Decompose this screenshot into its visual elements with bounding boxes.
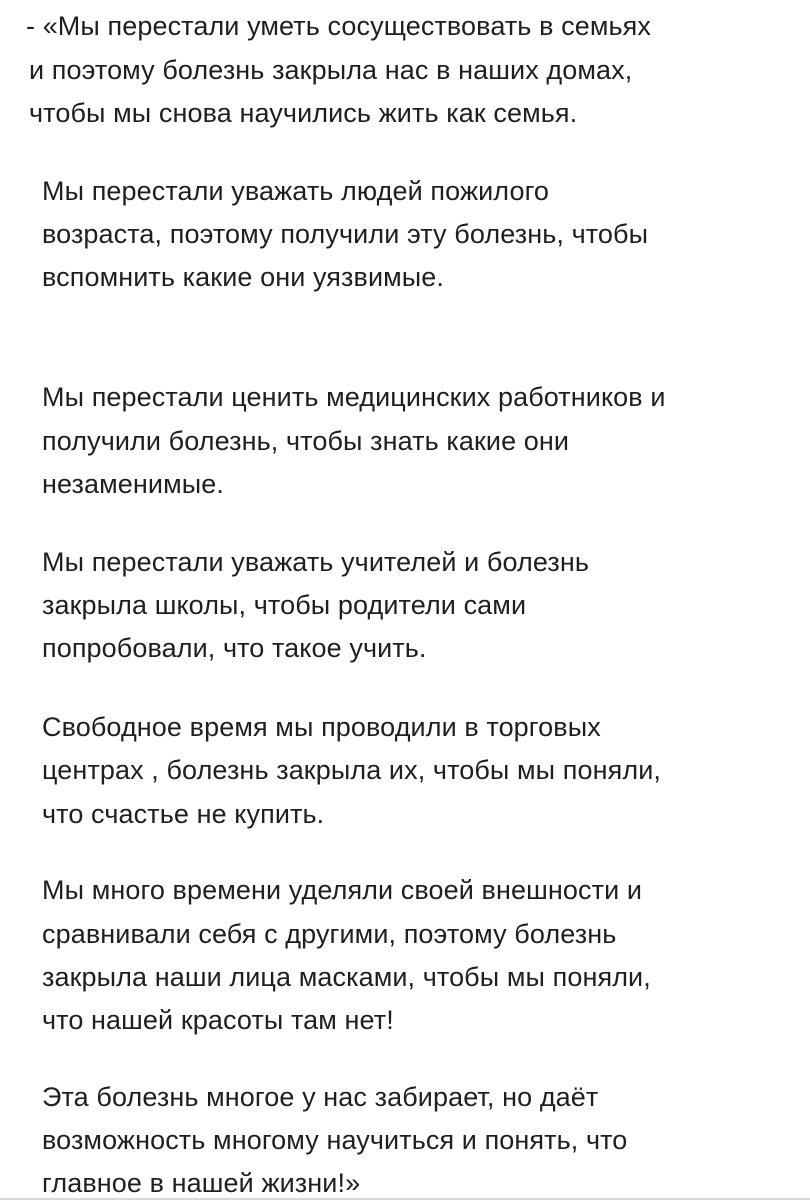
- paragraph-4-line-1: Мы перестали уважать учителей и болезнь: [42, 547, 590, 577]
- paragraph-1-line-3: чтобы мы снова научились жить как семья.: [29, 98, 578, 128]
- paragraph-7-line-1: Эта болезнь многое у нас забирает, но даёт: [42, 1082, 599, 1112]
- paragraph-2-line-1: Мы перестали уважать людей пожилого: [42, 176, 550, 206]
- paragraph-5-line-3: что счастье не купить.: [42, 799, 325, 829]
- paragraph-5-line-2: центрах , болезнь закрыла их, чтобы мы поняли,: [42, 755, 661, 785]
- paragraph-7-line-2: возможность многому научиться и понять, что: [42, 1125, 628, 1155]
- paragraph-5-line-1: Свободное время мы проводили в торговых: [42, 712, 601, 742]
- paragraph-6-line-3: закрыла наши лица масками, чтобы мы поняли,: [42, 962, 651, 992]
- paragraph-3-line-2: получили болезнь, чтобы знать какие они: [42, 426, 570, 456]
- paragraph-1-line-2: и поэтому болезнь закрыла нас в наших домах,: [29, 55, 633, 85]
- paragraph-6-line-2: сравнивали себя с другими, поэтому болезнь: [42, 919, 617, 949]
- paragraph-2-line-2: возраста, поэтому получили эту болезнь, чтобы: [42, 219, 649, 249]
- paragraph-3-line-3: незаменимые.: [42, 469, 224, 499]
- paragraph-2-line-3: вспомнить какие они уязвимые.: [42, 262, 445, 292]
- paragraph-6-line-4: что нашей красоты там нет!: [42, 1005, 394, 1035]
- paragraph-7-line-3: главное в нашей жизни!»: [42, 1168, 361, 1198]
- paragraph-3-line-1: Мы перестали ценить медицинских работников и: [42, 382, 666, 412]
- paragraph-1-line-1: - «Мы перестали уметь сосуществовать в семьях: [26, 11, 651, 41]
- paragraph-4-line-3: попробовали, что такое учить.: [42, 633, 427, 663]
- paragraph-6-line-1: Мы много времени уделяли своей внешности и: [42, 875, 643, 905]
- paragraph-4-line-2: закрыла школы, чтобы родители сами: [42, 590, 527, 620]
